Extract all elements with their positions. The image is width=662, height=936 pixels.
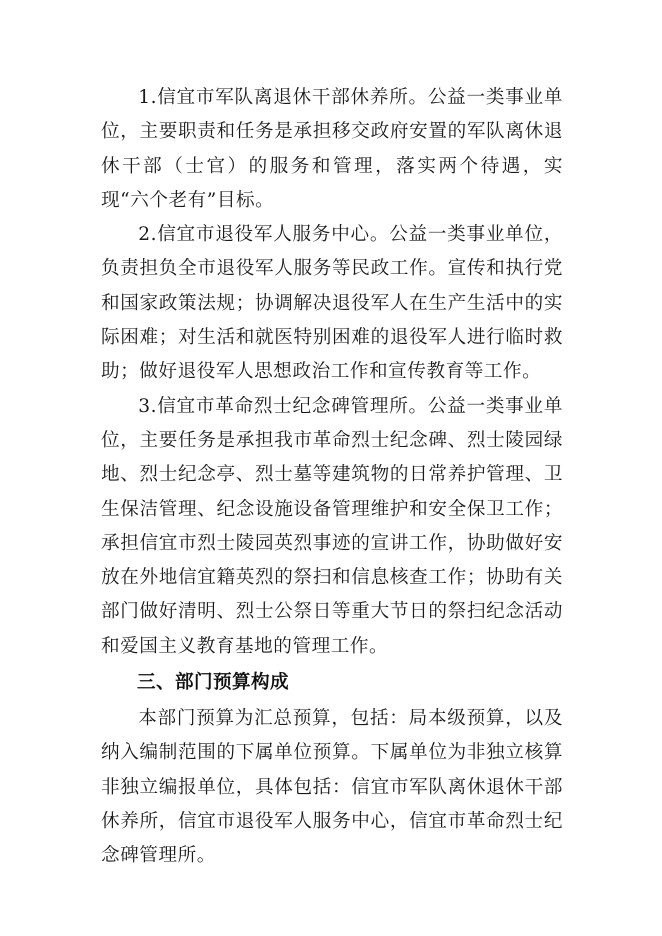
paragraph-unit-1: 1.信宜市军队离退休干部休养所。公益一类事业单位，主要职责和任务是承担移交政府安置的军队离休退休干部（士官）的服务和管理，落实两个待遇，实现“六个老有”目标。 xyxy=(101,87,563,211)
paragraph-unit-3: 3.信宜市革命烈士纪念碑管理所。公益一类事业单位，主要任务是承担我市革命烈士纪念碑、烈士陵园绿地、烈士纪念亭、烈士墓等建筑物的日常养护管理、卫生保洁管理、纪念设施设备管理维护和安全保卫工作；承担信宜市烈士陵园英烈事迹的宣讲工作，协助做好安放在外地信宜籍英烈的祭扫和信息核查工作；协助有关部门做好清明、烈士公祭日等重大节日的祭扫纪念活动和爱国主义教育基地的管理工作。 xyxy=(101,395,563,657)
section-heading: 三、部门预算构成 xyxy=(137,672,289,694)
paragraph-unit-2: 2.信宜市退役军人服务中心。公益一类事业单位，负责担负全市退役军人服务等民政工作。宣传和执行党和国家政策法规；协调解决退役军人在生产生活中的实际困难；对生活和就医特别困难的退役军人进行临时救助；做好退役军人思想政治工作和宣传教育等工作。 xyxy=(101,224,563,383)
document-page xyxy=(101,81,563,874)
section-paragraph: 本部门预算为汇总预算，包括：局本级预算，以及纳入编制范围的下属单位预算。下属单位为非独立核算非独立编报单位，具体包括：信宜市军队离休退休干部休养所，信宜市退役军人服务中心，信宜市革命烈士纪念碑管理所。 xyxy=(101,708,563,867)
